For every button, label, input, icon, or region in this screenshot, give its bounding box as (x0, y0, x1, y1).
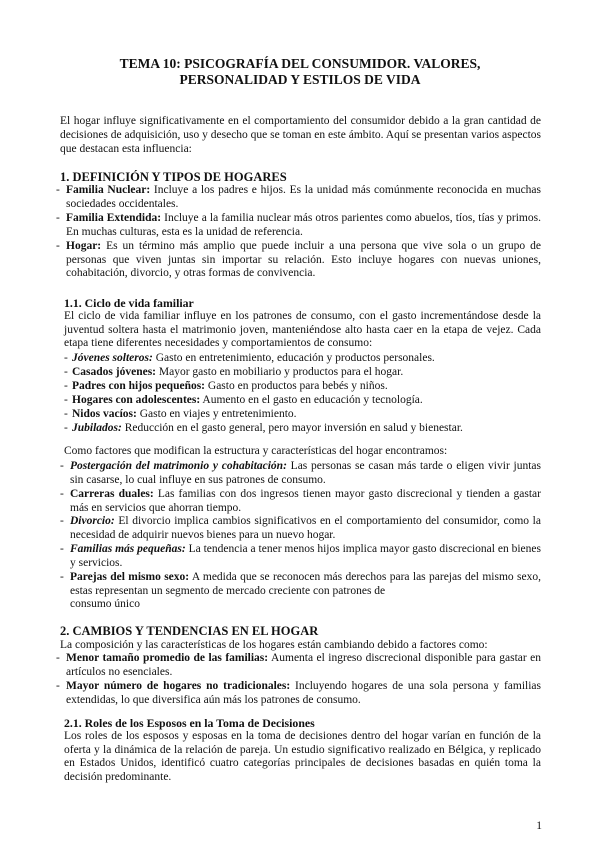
item-term: Casados jóvenes: (72, 366, 157, 378)
item-text: Aumenta el ingreso discrecional disponible para gastar en artículos no esenciales. (66, 652, 542, 678)
item-term: Jubilados: (72, 422, 122, 434)
list-item: - Familia Extendida: Incluye a la familia nuclear más otros parientes como abuelos, tíos, tías y primos. En muchas culturas, esta es la unidad de referencia. (56, 212, 541, 238)
item-term: Postergación del matrimonio y cohabitación: (70, 460, 287, 472)
page-title (60, 56, 540, 88)
page-number: 1 (536, 820, 542, 832)
title-line-2: PERSONALIDAD Y ESTILOS DE VIDA (179, 72, 421, 87)
list-item: - Nidos vacíos: Gasto en viajes y entretenimiento. (64, 408, 297, 420)
item-text: Incluye a la familia nuclear más otros parientes como abuelos, tíos, tías y primos. En muchas culturas, esta es la unidad de referencia. (66, 212, 541, 238)
section-1-1-heading: 1.1. Ciclo de vida familiar (64, 296, 194, 310)
item-term: Mayor número de hogares no tradicionales: (66, 680, 291, 692)
section-2-1-heading: 2.1. Roles de los Esposos en la Toma de Decisiones (64, 716, 315, 730)
item-text: Es un término más amplio que puede incluir a una persona que vive sola o un grupo de personas que viven juntas sin importar su relación. Esto incluye hogares con nuevas uniones, cohabitación, divorcio, y otras formas de convivencia. (66, 240, 541, 280)
list-item: - Mayor número de hogares no tradicionales: Incluyendo hogares de una sola persona y familias extendidas, lo que diversifica aún más los patrones de consumo. (56, 680, 541, 706)
item-text: Las personas se casan más tarde o eligen vivir juntas sin casarse, lo cual influye en sus patrones de consumo. (70, 460, 541, 486)
item-term: Familias más pequeñas: (70, 543, 186, 555)
item-text: Gasto en productos para bebés y niños. (205, 380, 388, 392)
item-term: Parejas del mismo sexo: (70, 571, 190, 583)
list-item: - Padres con hijos pequeños: Gasto en productos para bebés y niños. (64, 380, 388, 392)
item-text: Reducción en el gasto general, pero mayor inversión en salud y bienestar. (121, 422, 463, 434)
title-line-1: TEMA 10: PSICOGRAFÍA DEL CONSUMIDOR. VALORES, (119, 56, 481, 71)
item-text: El divorcio implica cambios significativos en el comportamiento del consumidor, como la necesidad de adquirir nuevos bienes para un nuevo hogar. (70, 515, 541, 541)
section-1-heading: 1. DEFINICIÓN Y TIPOS DE HOGARES (60, 170, 287, 184)
list-item: - Hogar: Es un término más amplio que puede incluir a una persona que vive sola o un grupo de personas que viven juntas sin importar su relación. Esto incluye hogares con nuevas uniones, cohabitación, divorcio, y otras formas de convivencia. (56, 240, 541, 280)
item-term: Padres con hijos pequeños: (72, 380, 206, 392)
list-item: - Jóvenes solteros: Gasto en entretenimiento, educación y productos personales. (64, 352, 435, 364)
item-text: Incluye a los padres e hijos. Es la unidad más comúnmente reconocida en muchas sociedades occidentales. (66, 184, 542, 210)
factors-intro: Como factores que modifican la estructura y características del hogar encontramos: (64, 445, 448, 457)
section-2-heading: 2. CAMBIOS Y TENDENCIAS EN EL HOGAR (60, 624, 319, 638)
intro-paragraph: El hogar influye significativamente en el comportamiento del consumidor debido a la gran cantidad de decisiones de adquisición, uso y desecho que se toman en este ámbito. Aquí se presentan varios aspectos que destacan esta influencia: (60, 115, 541, 155)
list-item: - Familias más pequeñas: La tendencia a tener menos hijos implica mayor gasto discrecional en bienes y servicios. (60, 543, 541, 569)
item-term: Hogares con adolescentes: (72, 394, 201, 406)
list-item: - Parejas del mismo sexo: A medida que se reconocen más derechos para las parejas del mismo sexo, estas representan un segmento de mercado creciente con patrones de (60, 571, 541, 597)
item-text: Aumento en el gasto en educación y tecnología. (200, 394, 423, 406)
item-term: Menor tamaño promedio de las familias: (66, 652, 269, 664)
item-text: Gasto en entretenimiento, educación y productos personales. (152, 352, 435, 364)
item-term: Jóvenes solteros: (72, 352, 153, 364)
list-item: - Postergación del matrimonio y cohabitación: Las personas se casan más tarde o eligen vivir juntas sin casarse, lo cual influye en sus patrones de consumo. (60, 460, 541, 486)
item-text: La tendencia a tener menos hijos implica mayor gasto discrecional en bienes y servicios. (70, 543, 541, 569)
item-term: Hogar: (66, 240, 102, 252)
list-item: - Casados jóvenes: Mayor gasto en mobiliario y productos para el hogar. (64, 366, 404, 378)
item-term: Familia Extendida: (66, 212, 162, 224)
item-term: Familia Nuclear: (66, 184, 151, 196)
list-item: - Hogares con adolescentes: Aumento en el gasto en educación y tecnología. (64, 394, 423, 406)
list-item: - Menor tamaño promedio de las familias: Aumenta el ingreso discrecional disponible para gastar en artículos no esenciales. (56, 652, 542, 678)
item-text: Gasto en viajes y entretenimiento. (136, 408, 297, 420)
list-item: - Divorcio: El divorcio implica cambios significativos en el comportamiento del consumidor, como la necesidad de adquirir nuevos bienes para un nuevo hogar. (60, 515, 541, 541)
list-item: - Familia Nuclear: Incluye a los padres e hijos. Es la unidad más comúnmente reconocida en muchas sociedades occidentales. (56, 184, 542, 210)
item-term: Nidos vacíos: (72, 408, 137, 420)
list-item: - Carreras duales: Las familias con dos ingresos tienen mayor gasto discrecional y tienden a gastar más en servicios que ahorran tiempo. (60, 488, 541, 514)
item-text: A medida que se reconocen más derechos para las parejas del mismo sexo, estas representan un segmento de mercado creciente con patrones de (70, 571, 541, 597)
item-text: Mayor gasto en mobiliario y productos para el hogar. (156, 366, 404, 378)
item-text: Las familias con dos ingresos tienen mayor gasto discrecional y tienden a gastar más en servicios que ahorran tiempo. (70, 488, 541, 514)
section-1-1-intro: El ciclo de vida familiar influye en los patrones de consumo, con el gasto incrementándose desde la juventud soltera hasta el matrimonio joven, manteniéndose alto hasta caer en la etapa de vejez. Cada etapa tiene diferentes necesidades y comportamientos de consumo: (64, 310, 541, 350)
item-term: Carreras duales: (70, 488, 154, 500)
list-item-tail: consumo único (70, 598, 140, 610)
section-2-intro: La composición y las características de los hogares están cambiando debido a factores como: (60, 639, 488, 651)
list-item: - Jubilados: Reducción en el gasto general, pero mayor inversión en salud y bienestar. (64, 422, 463, 434)
section-2-1-text: Los roles de los esposos y esposas en la toma de decisiones dentro del hogar varían en función de la oferta y la dinámica de la relación de pareja. Un estudio significativo realizado en Bélgica, y replicado en Estados Unidos, identificó cuatro categorías principales de decisiones basadas en quién toma la decisión predominante. (64, 730, 541, 783)
item-term: Divorcio: (70, 515, 115, 527)
item-text: Incluyendo hogares de una sola persona y familias extendidas, lo que diversifica aún más los patrones de consumo. (66, 680, 541, 706)
